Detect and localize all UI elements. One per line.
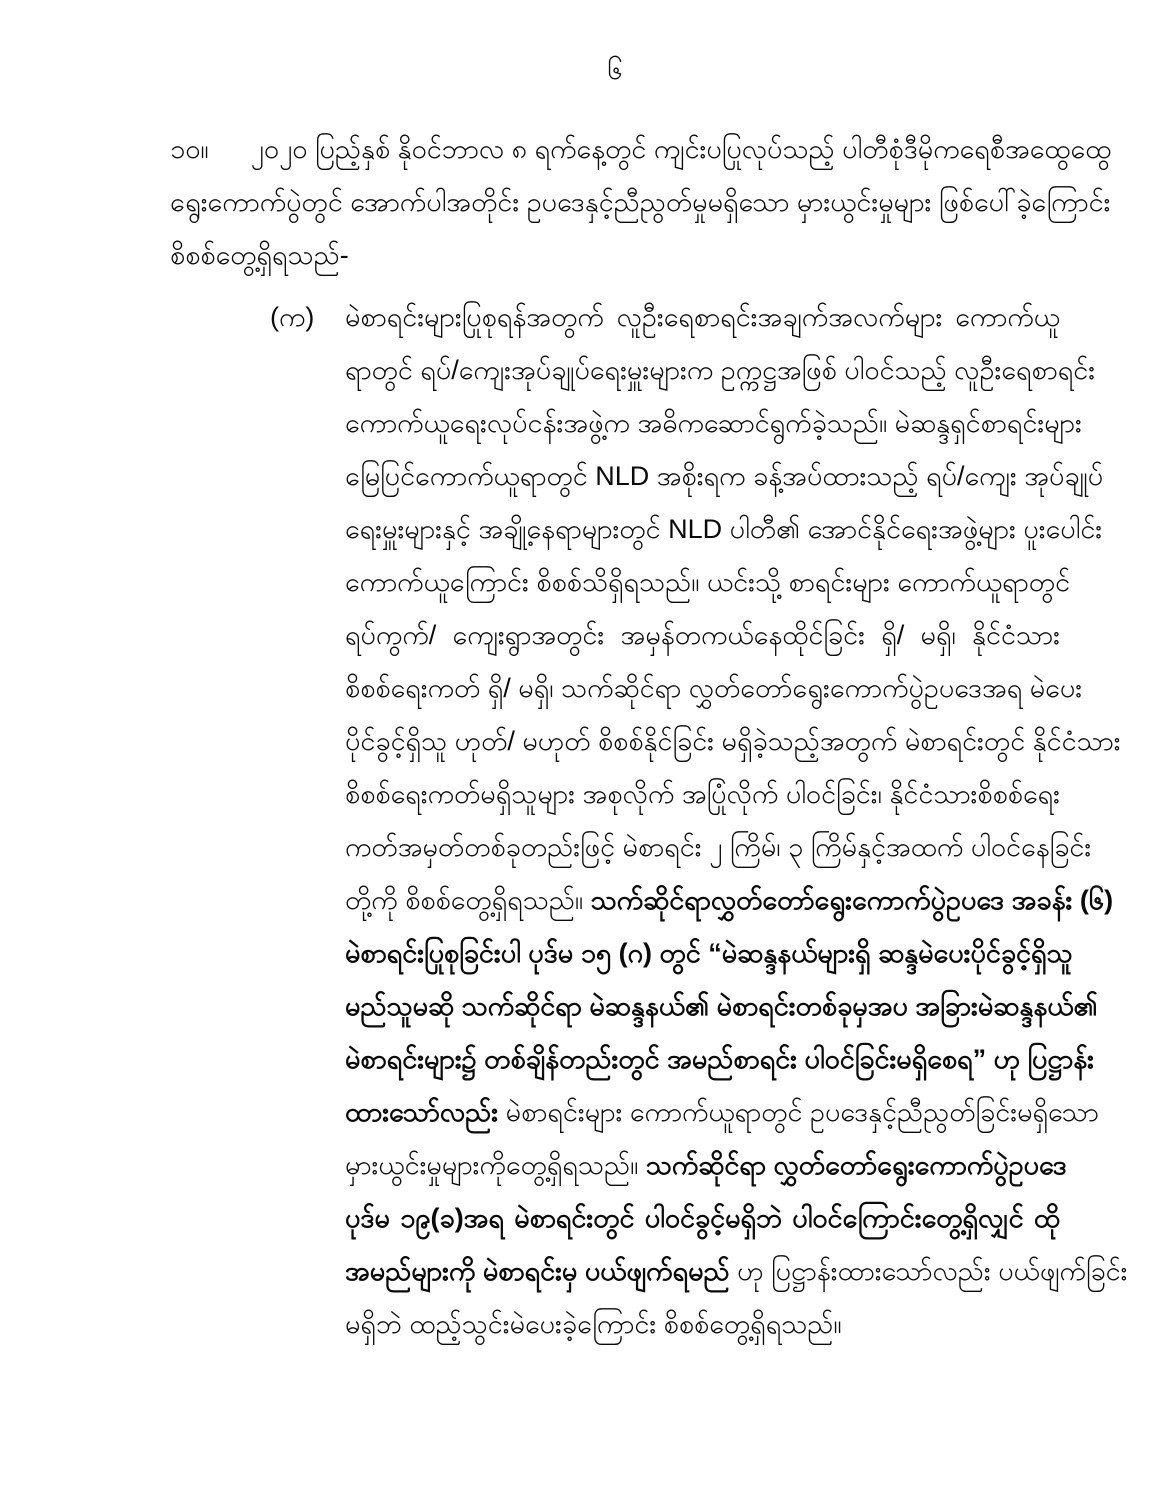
paragraph-text: ၂၀၂၀ ပြည့်နှစ် နိုဝင်ဘာလ ၈ ရက်နေ့တွင် ကျင်းပပြုလုပ်သည့် ပါတီစုံဒီမိုကရေစီအထွေထွေ	[250, 134, 1112, 164]
body-line	[345, 715, 1121, 768]
body-line	[345, 344, 1096, 397]
body-line	[345, 609, 1060, 662]
subitem-ka	[270, 291, 1128, 1351]
page-content	[0, 123, 1159, 1351]
subitem-label: (က)	[270, 302, 315, 332]
body-text: မဲစာရင်းများပြုစုရန်အတွက် လူဦးရေစာရင်းအချက်အလက်များ ကောက်ယူ	[345, 302, 1060, 332]
body-text: မှားယွင်းမှုများကိုတွေ့ရှိရသည်။	[345, 1150, 646, 1180]
body-text-bold: ပုဒ်မ ၁၉(ခ)အရ မဲစာရင်းတွင် ပါဝင်ခွင့်မရှိဘဲ ပါဝင်ကြောင်းတွေ့ရှိလျှင် ထို	[345, 1203, 1060, 1233]
body-text: တို့ကို စိစစ်တွေ့ရှိရသည်။	[345, 885, 591, 915]
body-line	[345, 662, 1083, 715]
body-text: မရှိဘဲ ထည့်သွင်းမဲပေးခဲ့ကြောင်း စိစစ်တွေ့ရှိရသည်။	[345, 1309, 842, 1339]
paragraph-text: စိစစ်တွေ့ရှိရသည်-	[170, 240, 349, 270]
body-line	[345, 768, 1060, 821]
paragraph-number: ၁၀။	[170, 134, 209, 164]
body-text: ပိုင်ခွင့်ရှိသူ ဟုတ်/ မဟုတ် စိစစ်နိုင်ခြင်း မရှိခဲ့သည့်အတွက် မဲစာရင်းတွင် နိုင်ငံသား	[345, 726, 1121, 756]
subitem-body	[345, 291, 1128, 1351]
body-text: ကတ်အမှတ်တစ်ခုတည်းဖြင့် မဲစာရင်း ၂ ကြိမ်၊ ၃ ကြိမ်နှင့်အထက် ပါဝင်နေခြင်း	[345, 832, 1092, 862]
body-line	[345, 927, 1073, 980]
body-line	[345, 450, 1104, 503]
paragraph-text: ရွေးကောက်ပွဲတွင် အောက်ပါအတိုင်း ဥပဒေနှင့်ညီညွတ်မှုမရှိသော မှားယွင်းမှုများ ဖြစ်ပေါ်ခဲ့ကြောင်း	[170, 187, 1111, 217]
body-line	[345, 397, 1082, 450]
body-text-bold: ထားသော်လည်း	[345, 1097, 506, 1127]
body-text: ကောက်ယူရေးလုပ်ငန်းအဖွဲ့က အဓိကဆောင်ရွက်ခဲ့သည်။ မဲဆန္ဒရှင်စာရင်းများ	[345, 408, 1082, 438]
body-text: မြေပြင်ကောက်ယူရာတွင် NLD အစိုးရက ခန့်အပ်ထားသည့် ရပ်/ကျေး အုပ်ချုပ်	[345, 461, 1104, 491]
body-line	[345, 1192, 1060, 1245]
body-line	[345, 503, 1103, 556]
body-line	[345, 291, 1060, 344]
body-text: ဟု ပြဋ္ဌာန်းထားသော်လည်း ပယ်ဖျက်ခြင်း	[737, 1256, 1128, 1286]
body-line	[345, 1086, 1099, 1139]
body-text-bold: မဲစာရင်းများ၌ တစ်ချိန်တည်းတွင် အမည်စာရင်း ပါဝင်ခြင်းမရှိစေရ” ဟု ပြဋ္ဌာန်း	[345, 1044, 1095, 1074]
body-text: မဲစာရင်းများ ကောက်ယူရာတွင် ဥပဒေနှင့်ညီညွတ်ခြင်းမရှိသော	[505, 1097, 1099, 1127]
paragraph-line	[170, 176, 1111, 229]
body-line	[345, 1245, 1128, 1298]
body-text: စိစစ်ရေးကတ်မရှိသူများ အစုလိုက် အပြုံလိုက် ပါဝင်ခြင်း၊ နိုင်ငံသားစိစစ်ရေး	[345, 779, 1060, 809]
body-line	[345, 874, 1114, 927]
body-text-bold: မည်သူမဆို သက်ဆိုင်ရာ မဲဆန္ဒနယ်၏ မဲစာရင်းတစ်ခုမှအပ အခြားမဲဆန္ဒနယ်၏	[345, 991, 1098, 1021]
body-text: ကောက်ယူကြောင်း စိစစ်သိရှိရသည်။ ယင်းသို့ စာရင်းများ ကောက်ယူရာတွင်	[345, 567, 1071, 597]
body-text-bold: သက်ဆိုင်ရာ လွှတ်တော်ရွေးကောက်ပွဲဥပဒေ	[645, 1150, 1067, 1180]
body-text-bold: မဲစာရင်းပြုစုခြင်းပါ ပုဒ်မ ၁၅ (ဂ) တွင် “မဲဆန္ဒနယ်များရှိ ဆန္ဒမဲပေးပိုင်ခွင့်ရှိသူ	[345, 938, 1073, 968]
body-text-bold: အမည်များကို မဲစာရင်းမှ ပယ်ဖျက်ရမည်	[345, 1256, 738, 1286]
body-text: စိစစ်ရေးကတ် ရှိ/ မရှိ၊ သက်ဆိုင်ရာ လွှတ်တော်ရွေးကောက်ပွဲဥပဒေအရ မဲပေး	[345, 673, 1083, 703]
paragraph-line	[170, 229, 1060, 282]
body-line	[345, 1033, 1095, 1086]
body-text: ရာတွင် ရပ်/ကျေးအုပ်ချုပ်ရေးမှူးများက ဥက္ကဋ္ဌအဖြစ် ပါဝင်သည့် လူဦးရေစာရင်း	[345, 355, 1096, 385]
paragraph-line	[170, 123, 1112, 176]
body-text-bold: သက်ဆိုင်ရာလွှတ်တော်ရွေးကောက်ပွဲဥပဒေ အခန်း (၆)	[590, 885, 1114, 915]
paragraph-10	[170, 123, 1112, 282]
body-line	[345, 821, 1092, 874]
body-line	[345, 556, 1071, 609]
body-line	[345, 1298, 1060, 1351]
body-line	[345, 1139, 1067, 1192]
body-text: ရပ်ကွက်/ ကျေးရွာအတွင်း အမှန်တကယ်နေထိုင်ခြင်း ရှိ/ မရှိ၊ နိုင်ငံသား	[345, 620, 1060, 650]
body-line	[345, 980, 1098, 1033]
page-number: ၆	[607, 55, 623, 85]
body-text: ရေးမှူးများနှင့် အချို့နေရာများတွင် NLD ပါတီ၏ အောင်နိုင်ရေးအဖွဲ့များ ပူးပေါင်း	[345, 514, 1103, 544]
